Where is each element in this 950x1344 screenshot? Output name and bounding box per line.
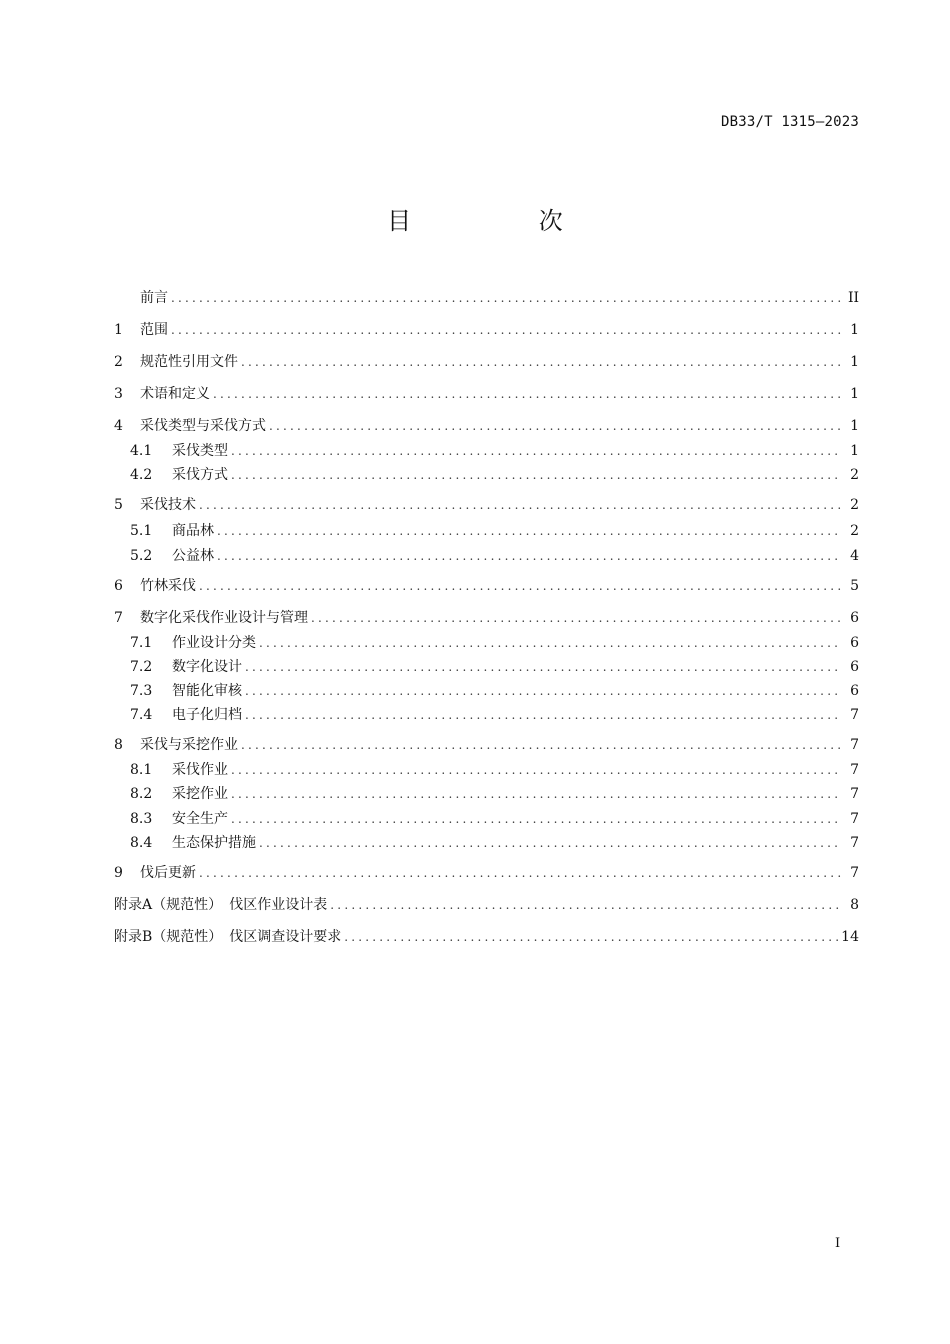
- toc-entry-label: 前言: [140, 290, 168, 306]
- toc-entry-label: 采伐方式: [172, 467, 228, 483]
- toc-entry[interactable]: [114, 862, 859, 884]
- toc-entry-number: 4.1: [130, 443, 153, 459]
- toc-leader-dots: [231, 808, 842, 830]
- toc-entry-number: 2: [114, 354, 123, 370]
- toc-entry-page: 2: [850, 497, 859, 513]
- toc-leader-dots: [269, 415, 842, 437]
- toc-entry[interactable]: [114, 926, 859, 948]
- toc-entry-label: 采伐类型: [172, 443, 228, 459]
- toc-entry-page: 7: [850, 865, 859, 881]
- toc-entry-number: 6: [114, 578, 123, 594]
- toc-entry-number: 5: [114, 497, 123, 513]
- toc-leader-dots: [231, 440, 842, 462]
- toc-leader-dots: [231, 464, 842, 486]
- toc-entry[interactable]: [130, 545, 859, 567]
- toc-leader-dots: [259, 832, 842, 854]
- toc-entry-page: 7: [850, 786, 859, 802]
- toc-entry-label: 商品林: [172, 523, 214, 539]
- toc-entry-number: 5.2: [130, 548, 153, 564]
- toc-entry[interactable]: [130, 704, 859, 726]
- toc-entry[interactable]: [114, 494, 859, 516]
- toc-entry-number: 9: [114, 865, 123, 881]
- toc-entry-label: 采伐技术: [140, 497, 196, 513]
- toc-entry[interactable]: [114, 351, 859, 373]
- toc-entry[interactable]: [114, 415, 859, 437]
- toc-entry[interactable]: [130, 759, 859, 781]
- toc-entry-number: 4: [114, 418, 123, 434]
- toc-entry[interactable]: [130, 464, 859, 486]
- toc-entry-number: 7.1: [130, 635, 153, 651]
- toc-entry-page: II: [847, 290, 859, 306]
- toc-leader-dots: [171, 287, 842, 309]
- toc-entry-page: 2: [850, 467, 859, 483]
- toc-entry[interactable]: [130, 832, 859, 854]
- toc-leader-dots: [330, 894, 842, 916]
- toc-leader-dots: [217, 545, 842, 567]
- toc-leader-dots: [245, 704, 842, 726]
- toc-leader-dots: [199, 494, 842, 516]
- toc-entry-label: 安全生产: [172, 811, 228, 827]
- toc-entry[interactable]: [130, 680, 859, 702]
- toc-entry-label: 作业设计分类: [172, 635, 256, 651]
- toc-entry-label: 伐区作业设计表: [229, 897, 328, 913]
- toc-entry-label: 采挖作业: [172, 786, 228, 802]
- toc-leader-dots: [231, 759, 842, 781]
- toc-entry-number: 8.4: [130, 835, 153, 851]
- toc-entry-label: 数字化采伐作业设计与管理: [140, 610, 308, 626]
- toc-entry[interactable]: [114, 894, 859, 916]
- toc-entry-number: 8.1: [130, 762, 153, 778]
- toc-entry-label: 采伐类型与采伐方式: [140, 418, 266, 434]
- toc-entry[interactable]: [130, 783, 859, 805]
- toc-entry-number: 附录A（规范性）: [114, 897, 223, 913]
- toc-entry-number: 附录B（规范性）: [114, 929, 223, 945]
- toc-entry-number: 4.2: [130, 467, 153, 483]
- toc-entry-label: 采伐与采挖作业: [140, 737, 238, 753]
- toc-entry-label: 伐区调查设计要求: [229, 929, 342, 945]
- toc-leader-dots: [217, 520, 842, 542]
- toc-entry-number: 8: [114, 737, 123, 753]
- toc-entry-page: 6: [850, 635, 859, 651]
- toc-entry[interactable]: [130, 656, 859, 678]
- toc-entry-label: 竹林采伐: [140, 578, 196, 594]
- toc-leader-dots: [213, 383, 842, 405]
- toc-entry[interactable]: [130, 520, 859, 542]
- toc-entry[interactable]: [130, 808, 859, 830]
- toc-entry[interactable]: [114, 383, 859, 405]
- toc-entry-label: 电子化归档: [172, 707, 242, 723]
- toc-entry-page: 6: [850, 610, 859, 626]
- toc-entry-page: 1: [850, 354, 859, 370]
- toc-entry-label: 术语和定义: [140, 386, 210, 402]
- toc-entry-page: 7: [850, 707, 859, 723]
- toc-leader-dots: [344, 926, 838, 948]
- toc-entry-page: 1: [850, 418, 859, 434]
- toc-leader-dots: [311, 607, 842, 629]
- page-title: 目 次: [387, 207, 623, 235]
- toc-leader-dots: [245, 680, 842, 702]
- toc-entry-page: 1: [850, 386, 859, 402]
- toc-entry-number: 1: [114, 322, 123, 338]
- toc-entry[interactable]: [130, 632, 859, 654]
- toc-entry-number: 7.4: [130, 707, 153, 723]
- toc-entry-label: 范围: [140, 322, 168, 338]
- toc-entry-page: 8: [850, 897, 859, 913]
- toc-entry-label: 生态保护措施: [172, 835, 256, 851]
- toc-entry[interactable]: [114, 607, 859, 629]
- toc-entry-page: 5: [850, 578, 859, 594]
- toc-entry[interactable]: [114, 319, 859, 341]
- toc-leader-dots: [199, 862, 842, 884]
- toc-entry-page: 1: [850, 322, 859, 338]
- toc-entry-number: 3: [114, 386, 123, 402]
- toc-entry-label: 规范性引用文件: [140, 354, 238, 370]
- toc-leader-dots: [245, 656, 842, 678]
- toc-entry-page: 7: [850, 811, 859, 827]
- toc-leader-dots: [259, 632, 842, 654]
- toc-leader-dots: [199, 575, 842, 597]
- toc-entry-page: 14: [841, 929, 859, 945]
- toc-entry-number: 8.3: [130, 811, 153, 827]
- toc-entry-number: 7: [114, 610, 123, 626]
- toc-entry-page: 1: [850, 443, 859, 459]
- toc-entry-page: 7: [850, 762, 859, 778]
- toc-entry-label: 智能化审核: [172, 683, 242, 699]
- toc-entry-label: 公益林: [172, 548, 214, 564]
- toc-leader-dots: [231, 783, 842, 805]
- toc-entry-label: 采伐作业: [172, 762, 228, 778]
- toc-leader-dots: [241, 351, 842, 373]
- toc-entry-page: 7: [850, 737, 859, 753]
- toc-entry-page: 6: [850, 683, 859, 699]
- toc-entry-label: 伐后更新: [140, 865, 196, 881]
- toc-entry-number: 7.3: [130, 683, 153, 699]
- toc-leader-dots: [171, 319, 842, 341]
- toc-entry-number: 5.1: [130, 523, 153, 539]
- toc-entry-number: 7.2: [130, 659, 153, 675]
- toc-entry[interactable]: [130, 440, 859, 462]
- toc-leader-dots: [241, 734, 842, 756]
- toc-entry-page: 2: [850, 523, 859, 539]
- toc-entry-page: 7: [850, 835, 859, 851]
- toc-entry-page: 6: [850, 659, 859, 675]
- toc-entry-number: 8.2: [130, 786, 153, 802]
- document-code: DB33/T 1315—2023: [720, 114, 859, 130]
- toc-entry-label: 数字化设计: [172, 659, 242, 675]
- toc-entry[interactable]: [114, 575, 859, 597]
- toc-entry[interactable]: [114, 287, 859, 309]
- toc-entry[interactable]: [114, 734, 859, 756]
- page-number: I: [835, 1236, 841, 1251]
- toc-entry-page: 4: [850, 548, 859, 564]
